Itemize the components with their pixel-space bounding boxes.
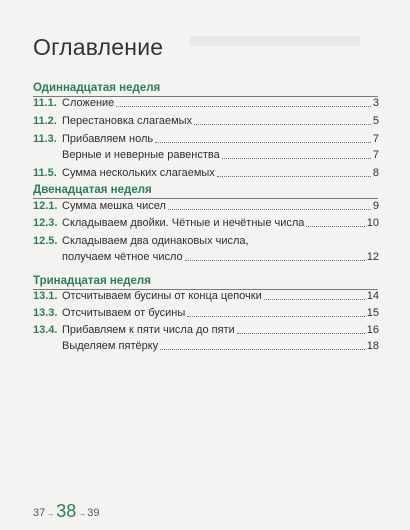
toc-entry[interactable]: [33, 288, 379, 303]
dot-leader: [222, 157, 371, 159]
toc-entry[interactable]: [33, 215, 379, 230]
toc-entry-page: 15: [366, 307, 379, 319]
toc-entry[interactable]: [33, 322, 379, 337]
toc-entry[interactable]: [33, 95, 379, 110]
dot-leader: [306, 225, 364, 227]
arrow-right-icon: →: [46, 509, 55, 518]
page-title: Оглавление: [33, 34, 164, 60]
toc-entry-title: Верные и неверные равенства: [62, 149, 220, 161]
toc-entry-title: Отсчитываем бусины от конца цепочки: [62, 290, 262, 302]
bleed-through-shadow: [190, 36, 360, 46]
toc-entry[interactable]: [33, 131, 379, 146]
toc-entry-number: 13.1.: [33, 290, 58, 302]
toc-entry-title: Сложение: [62, 97, 115, 109]
prev-page-link[interactable]: 37: [33, 507, 46, 519]
page-navigation: [33, 502, 100, 520]
toc-entry-page: 10: [366, 217, 379, 229]
toc-entry-page: 12: [366, 251, 379, 263]
dot-leader: [264, 298, 365, 300]
toc-entry[interactable]: [33, 305, 379, 320]
week-13-title: Тринадцатая неделя: [33, 275, 151, 287]
toc-entry[interactable]: [33, 113, 379, 128]
current-page-number: 38: [56, 501, 77, 521]
next-page-link[interactable]: 39: [87, 507, 100, 519]
dot-leader: [155, 141, 371, 143]
toc-entry-page: 8: [372, 167, 379, 179]
toc-entry-page: 9: [372, 200, 379, 212]
toc-entry[interactable]: [33, 233, 379, 248]
week-11-title: Одиннадцатая неделя: [33, 82, 161, 94]
toc-entry-title: получаем чётное число: [62, 251, 183, 263]
toc-entry-page: 18: [366, 340, 379, 352]
arrow-right-icon: →: [78, 509, 87, 518]
toc-entry-number: 11.3.: [33, 133, 57, 145]
toc-entry-title: Прибавляем к пяти числа до пяти: [62, 324, 235, 336]
toc-entry-number: 13.3.: [33, 307, 58, 319]
toc-entry-title: Сумма нескольких слагаемых: [62, 167, 215, 179]
toc-entry[interactable]: [33, 249, 379, 264]
toc-entry-page: 14: [366, 290, 379, 302]
week-12-title: Двенадцатая неделя: [33, 184, 152, 196]
toc-entry-page: 3: [372, 97, 379, 109]
toc-entry-title: Сумма мешка чисел: [62, 200, 166, 212]
toc-entry-number: 12.5.: [33, 235, 58, 247]
toc-entry[interactable]: [33, 198, 379, 213]
toc-entry[interactable]: [33, 165, 379, 180]
dot-leader: [116, 105, 371, 107]
dot-leader: [185, 259, 365, 261]
toc-entry[interactable]: [33, 147, 379, 162]
dot-leader: [237, 332, 365, 334]
toc-entry-title: Складываем двойки. Чётные и нечётные числа: [62, 217, 305, 229]
toc-entry-number: 11.1.: [33, 97, 57, 109]
toc-entry-page: 7: [372, 133, 379, 145]
toc-entry-title: Выделяем пятёрку: [62, 340, 159, 352]
toc-entry-title: Прибавляем ноль: [62, 133, 154, 145]
dot-leader: [194, 123, 371, 125]
toc-entry-number: 12.3.: [33, 217, 58, 229]
dot-leader: [187, 315, 364, 317]
toc-entry-title: Перестановка слагаемых: [62, 115, 193, 127]
toc-entry-title: Складываем два одинаковых числа,: [62, 235, 249, 247]
toc-entry-number: 11.5.: [33, 167, 57, 179]
dot-leader: [217, 175, 371, 177]
toc-entry[interactable]: [33, 338, 379, 353]
toc-entry-title: Отсчитываем от бусины: [62, 307, 186, 319]
toc-entry-page: 7: [372, 149, 379, 161]
toc-entry-page: 16: [366, 324, 379, 336]
toc-entry-number: 11.2.: [33, 115, 57, 127]
toc-entry-page: 5: [372, 115, 379, 127]
toc-entry-number: 13.4.: [33, 324, 58, 336]
dot-leader: [160, 348, 365, 350]
toc-entry-number: 12.1.: [33, 200, 58, 212]
dot-leader: [168, 208, 371, 210]
